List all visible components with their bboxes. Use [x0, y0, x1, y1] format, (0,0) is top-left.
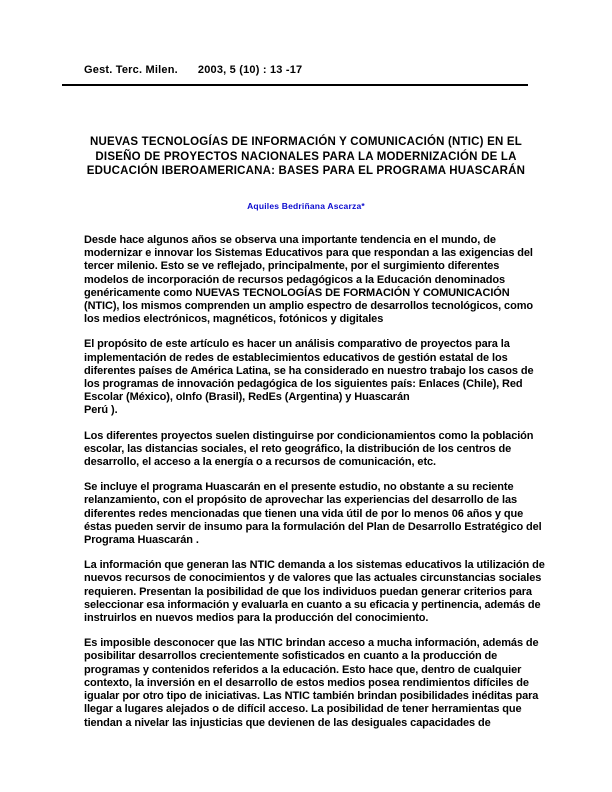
paragraph-5: La información que generan las NTIC demanda a los sistemas educativos la utilización de nuevos recursos de conocimientos y de valores que las actuales circunstancias sociales requieren. Presentan la posibilidad de que los individuos puedan generar criterios para seleccionar esa información y evaluarla en cuanto a su eficacia y pertinencia, además de instruirlos en nuevos medios para la producción del conocimiento.	[84, 559, 545, 625]
article-title	[0, 135, 612, 179]
paragraph-2	[84, 338, 546, 417]
paragraph-1: Desde hace algunos años se observa una importante tendencia en el mundo, de modernizar e innovar los Sistemas Educativos para que respondan a las exigencias del tercer milenio. Esto se ve reflejado, principalmente, por el surgimiento diferentes modelos de incorporación de recursos pedagógicos a la Educación denominados genéricamente como NUEVAS TECNOLOGÍAS DE FORMACIÓN Y COMUNICACIÓN (NTIC), los mismos comprenden un amplio espectro de desarrollos tecnológicos, como los medios electrónicos, magnéticos, fotónicos y digitales	[84, 234, 533, 326]
issue-info: 2003, 5 (10) : 13 -17	[197, 64, 303, 76]
paragraph-6: Es imposible desconocer que las NTIC brindan acceso a mucha información, además de posibilitar desarrollos crecientemente sofisticados en cuanto a la producción de programas y contenidos referidos a la educación. Esto hace que, dentro de cualquier contexto, la inversión en el desarrollo de estos medios posea rendimientos difíciles de igualar por otro tipo de iniciativas. Las NTIC también brindan posibilidades inéditas para llegar a lugares alejados o de difícil acceso. La posibilidad de tener herramientas que tiendan a nivelar las injusticias que devienen de las desiguales capacidades de	[84, 637, 539, 729]
paragraph-2-continuation: Perú ).	[84, 404, 118, 417]
article-body	[84, 234, 546, 742]
title-line-2: DISEÑO DE PROYECTOS NACIONALES PARA LA MODERNIZACIÓN DE LA	[95, 150, 517, 163]
author-name: Aquiles Bedriñana Ascarza*	[247, 201, 365, 211]
paragraph-3: Los diferentes proyectos suelen distinguirse por condicionamientos como la población escolar, las distancias sociales, el reto geográfico, la distribución de los centros de desarrollo, el acceso a la energía o a recursos de comunicación, etc.	[84, 429, 534, 469]
paragraph-2-text: El propósito de este artículo es hacer un análisis comparativo de proyectos para la implementación de redes de establecimientos educativos de gestión estatal de los diferentes países de América Latina, se ha considerado en nuestro trabajo los casos de los programas de innovación pedagógica de los siguientes país: Enlaces (Chile), Red Escolar (México), oInfo (Brasil), RedEs (Argentina) y Huascarán	[84, 338, 534, 404]
journal-header	[84, 64, 302, 76]
journal-citation: Gest. Terc. Milen.	[84, 64, 178, 76]
title-line-1: NUEVAS TECNOLOGÍAS DE INFORMACIÓN Y COMUNICACIÓN (NTIC) EN EL	[90, 136, 522, 148]
paragraph-4: Se incluye el programa Huascarán en el presente estudio, no obstante a su reciente relanzamiento, con el propósito de aprovechar las experiencias del desarrollo de las diferentes redes mencionadas que tienen una vida útil de por lo menos 06 años y que éstas pueden servir de insumo para la formulación del Plan de Desarrollo Estratégico del Programa Huascarán .	[84, 481, 542, 547]
title-line-3: EDUCACIÓN IBEROAMERICANA: BASES PARA EL PROGRAMA HUASCARÁN	[86, 165, 526, 178]
header-divider-rule	[62, 84, 528, 86]
